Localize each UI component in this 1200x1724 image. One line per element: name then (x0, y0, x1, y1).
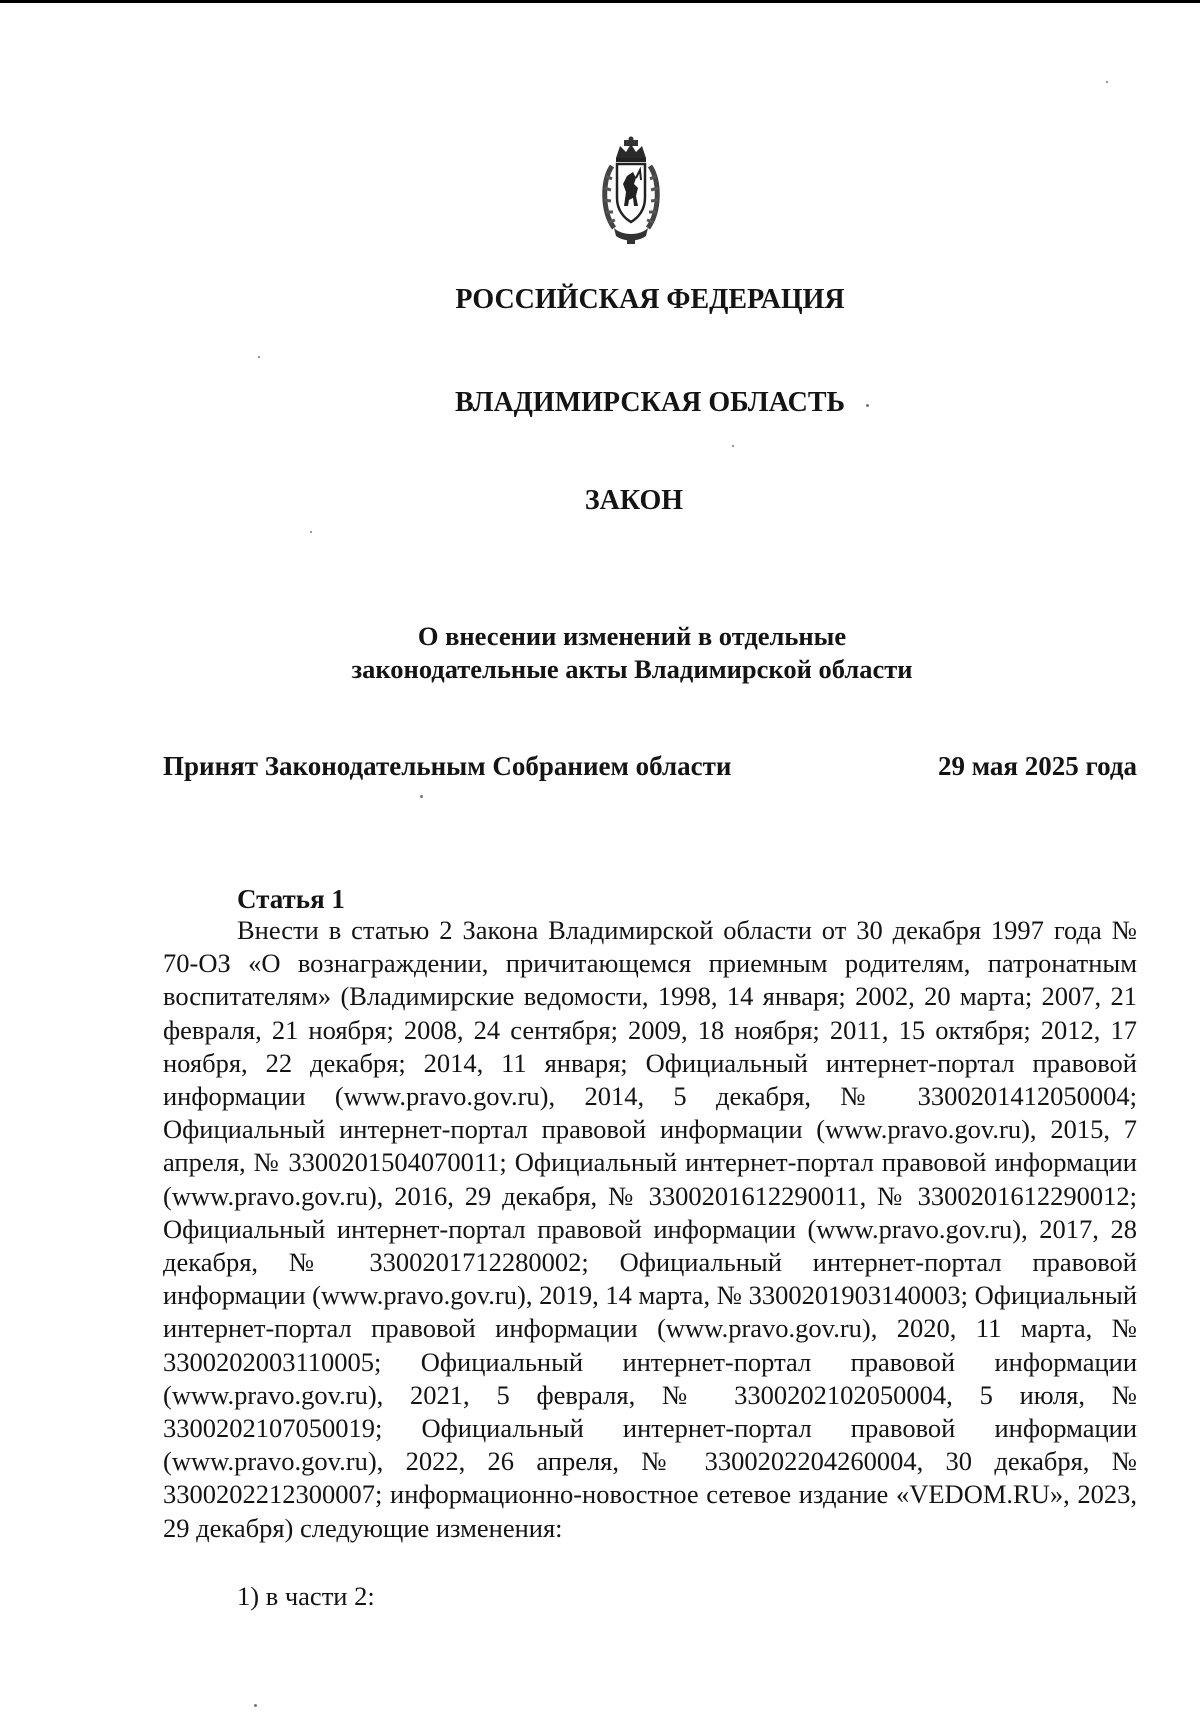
document-type-heading: ЗАКОН (584, 485, 684, 516)
law-title-line-1: О внесении изменений в отдельные (417, 621, 847, 651)
law-title-line-2: законодательные акты Владимирской области (351, 654, 913, 684)
coat-of-arms-icon (600, 136, 662, 246)
scan-speck (310, 531, 312, 533)
law-title (32, 620, 1200, 686)
scan-speck (732, 445, 734, 447)
scan-speck (866, 404, 869, 407)
article-title: Статья 1 (237, 884, 345, 914)
adoption-line (163, 751, 1137, 782)
adopting-body: Принят Законодательным Собранием области (163, 751, 732, 781)
scan-speck (258, 356, 260, 358)
scan-edge (0, 0, 1200, 3)
region-heading: ВЛАДИМИРСКАЯ ОБЛАСТЬ (454, 387, 846, 418)
scan-speck (254, 1704, 257, 1707)
federation-heading: РОССИЙСКАЯ ФЕДЕРАЦИЯ (455, 284, 845, 315)
scan-speck (1106, 81, 1108, 83)
scan-speck (420, 795, 423, 798)
article-body-paragraph: Внести в статью 2 Закона Владимирской области от 30 декабря 1997 года № 70-ОЗ «О вознаграждении, причитающемся приемным родителям, патронатным воспитателям» (Владимирские ведомости, 1998, 14 января; 2002, 20 марта; 2007, 21 февраля, 21 ноября; 2008, 24 сентября; 2009, 18 ноября; 2011, 15 октября; 2012, 17 ноября, 22 декабря; 2014, 11 января; Официальный интернет-портал правовой информации (www.pravo.gov.ru), 2014, 5 декабря, № 3300201412050004; Официальный интернет-портал правовой информации (www.pravo.gov.ru), 2015, 7 апреля, № 3300201504070011; Официальный интернет-портал правовой информации (www.pravo.gov.ru), 2016, 29 декабря, № 3300201612290011, № 3300201612290012; Официальный интернет-портал правовой информации (www.pravo.gov.ru), 2017, 28 декабря, № 3300201712280002; Официальный интернет-портал правовой информации (www.pravo.gov.ru), 2019, 14 марта, № 3300201903140003; Официальный интернет-портал правовой информации (www.pravo.gov.ru), 2020, 11 марта, № 3300202003110005; Официальный интернет-портал правовой информации (www.pravo.gov.ru), 2021, 5 февраля, № 3300202102050004, 5 июля, № 3300202107050019; Официальный интернет-портал правовой информации (www.pravo.gov.ru), 2022, 26 апреля, № 3300202204260004, 30 декабря, № 3300202212300007; информационно-новостное сетевое издание «VEDOM.RU», 2023, 29 декабря) следующие изменения: (163, 915, 1137, 1543)
amendment-item-1: 1) в части 2: (237, 1581, 375, 1611)
adoption-date: 29 мая 2025 года (937, 751, 1137, 781)
